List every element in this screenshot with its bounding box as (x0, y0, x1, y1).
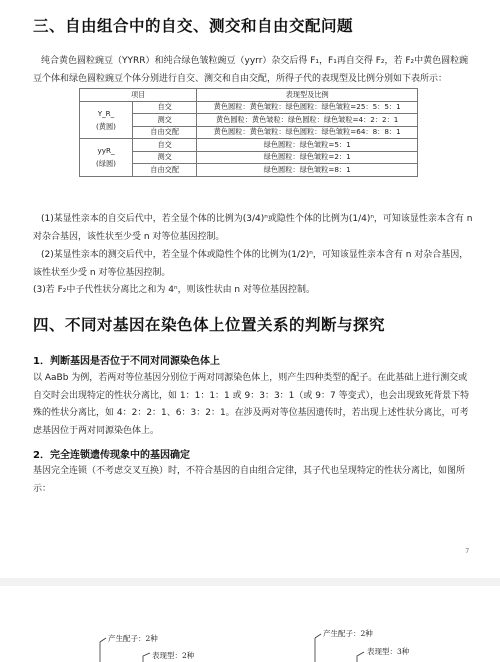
method-cell: 自交 (133, 101, 197, 114)
note-1: (1)某显性亲本的自交后代中，若全显个体的比例为(3/4)ⁿ或隐性个体的比例为(1/4)ⁿ，可知该显性亲本含有 n 对杂合基因，该性状至少受 n 对等位基因控制。 (33, 214, 473, 242)
page-separator (0, 578, 500, 586)
phenotype-label: (黄圆) (96, 121, 116, 131)
genotype-ratio-table (79, 88, 418, 177)
table-header-result: 表现型及比例 (197, 89, 418, 102)
page-number: 7 (465, 547, 470, 555)
table-header-item: 项目 (80, 89, 197, 102)
right-gamete-label: 产生配子：2种 (323, 629, 373, 638)
linkage-diagram (0, 586, 500, 662)
table-row (80, 139, 418, 152)
table-row (80, 101, 418, 114)
right-bracket-hook (315, 634, 321, 638)
section4-title: 四、不同对基因在染色体上位置关系的判断与探究 (33, 316, 386, 334)
method-cell: 自交 (133, 139, 197, 152)
left-gamete-label: 产生配子：2种 (108, 634, 158, 643)
left-bracket-hook (100, 638, 106, 642)
sub1-paragraph: 以 AaBb 为例，若两对等位基因分别位于两对同源染色体上，则产生四种类型的配子。在此基础上进行测交或自交时会出现特定的性状分离比，如 1：1：1：1 或 9：3：3：1（或 9：7 等变式），也会出现致死背景下特殊的性状分离比，如 4：2：2：1、6：3：2：1。在涉及两对等位基因遗传时，若出现上述性状分离比，可考虑基因位于两对同源染色体上。 (33, 373, 470, 436)
sub2-heading: 2．完全连锁遗传现象中的基因确定 (33, 450, 190, 461)
result-cell: 绿色圆粒：绿色皱粒=5：1 (197, 139, 418, 152)
section3-title: 三、自由组合中的自交、测交和自由交配问题 (33, 17, 354, 35)
method-cell: 自由交配 (133, 126, 197, 139)
diagram-brackets (0, 586, 500, 662)
table-header-row (80, 89, 418, 102)
note-3: (3)若 F₂中子代性状分离比之和为 4ⁿ，则该性状由 n 对等位基因控制。 (33, 285, 315, 295)
result-cell: 绿色圆粒：绿色皱粒=2：1 (197, 151, 418, 164)
phenotype-label: (绿圆) (96, 159, 116, 169)
sub1-heading: 1．判断基因是否位于不同对同源染色体上 (33, 356, 220, 367)
result-cell: 黄色圆粒：黄色皱粒：绿色圆粒：绿色皱粒=4：2：2：1 (197, 114, 418, 127)
method-cell: 测交 (133, 151, 197, 164)
left-phenotype-label: 表现型：2种 (152, 651, 195, 660)
left-sub-bracket (143, 653, 150, 662)
right-phenotype-label: 表现型：3种 (367, 647, 410, 656)
genotype-label: Y_R_ (97, 108, 115, 118)
genotype-cell (80, 101, 133, 139)
method-cell: 自由交配 (133, 164, 197, 177)
result-cell: 绿色圆粒：绿色皱粒=8：1 (197, 164, 418, 177)
note-2: (2)某显性亲本的测交后代中，若全显个体或隐性个体的比例为(1/2)ⁿ，可知该显性亲本含有 n 对杂合基因，该性状至少受 n 对等位基因控制。 (33, 250, 469, 278)
section3-intro: 纯合黄色圆粒豌豆（YYRR）和纯合绿色皱粒豌豆（yyrr）杂交后得 F₁，F₁再自交得 F₂，若 F₂中黄色圆粒豌豆个体和绿色圆粒豌豆个体分别进行自交、测交和自由交配，所得子代的表现型及比例分别如下表所示： (33, 56, 469, 84)
genotype-cell (80, 139, 133, 177)
sub2-paragraph: 基因完全连锁（不考虑交叉互换）时，不符合基因的自由组合定律，其子代也呈现特定的性状分离比，如图所示： (33, 466, 466, 494)
method-cell: 测交 (133, 114, 197, 127)
result-cell: 黄色圆粒：黄色皱粒：绿色圆粒：绿色皱粒=25：5：5：1 (197, 101, 418, 114)
result-cell: 黄色圆粒：黄色皱粒：绿色圆粒：绿色皱粒=64：8：8：1 (197, 126, 418, 139)
genotype-label: yyR_ (97, 146, 115, 156)
right-sub-bracket (357, 652, 364, 662)
